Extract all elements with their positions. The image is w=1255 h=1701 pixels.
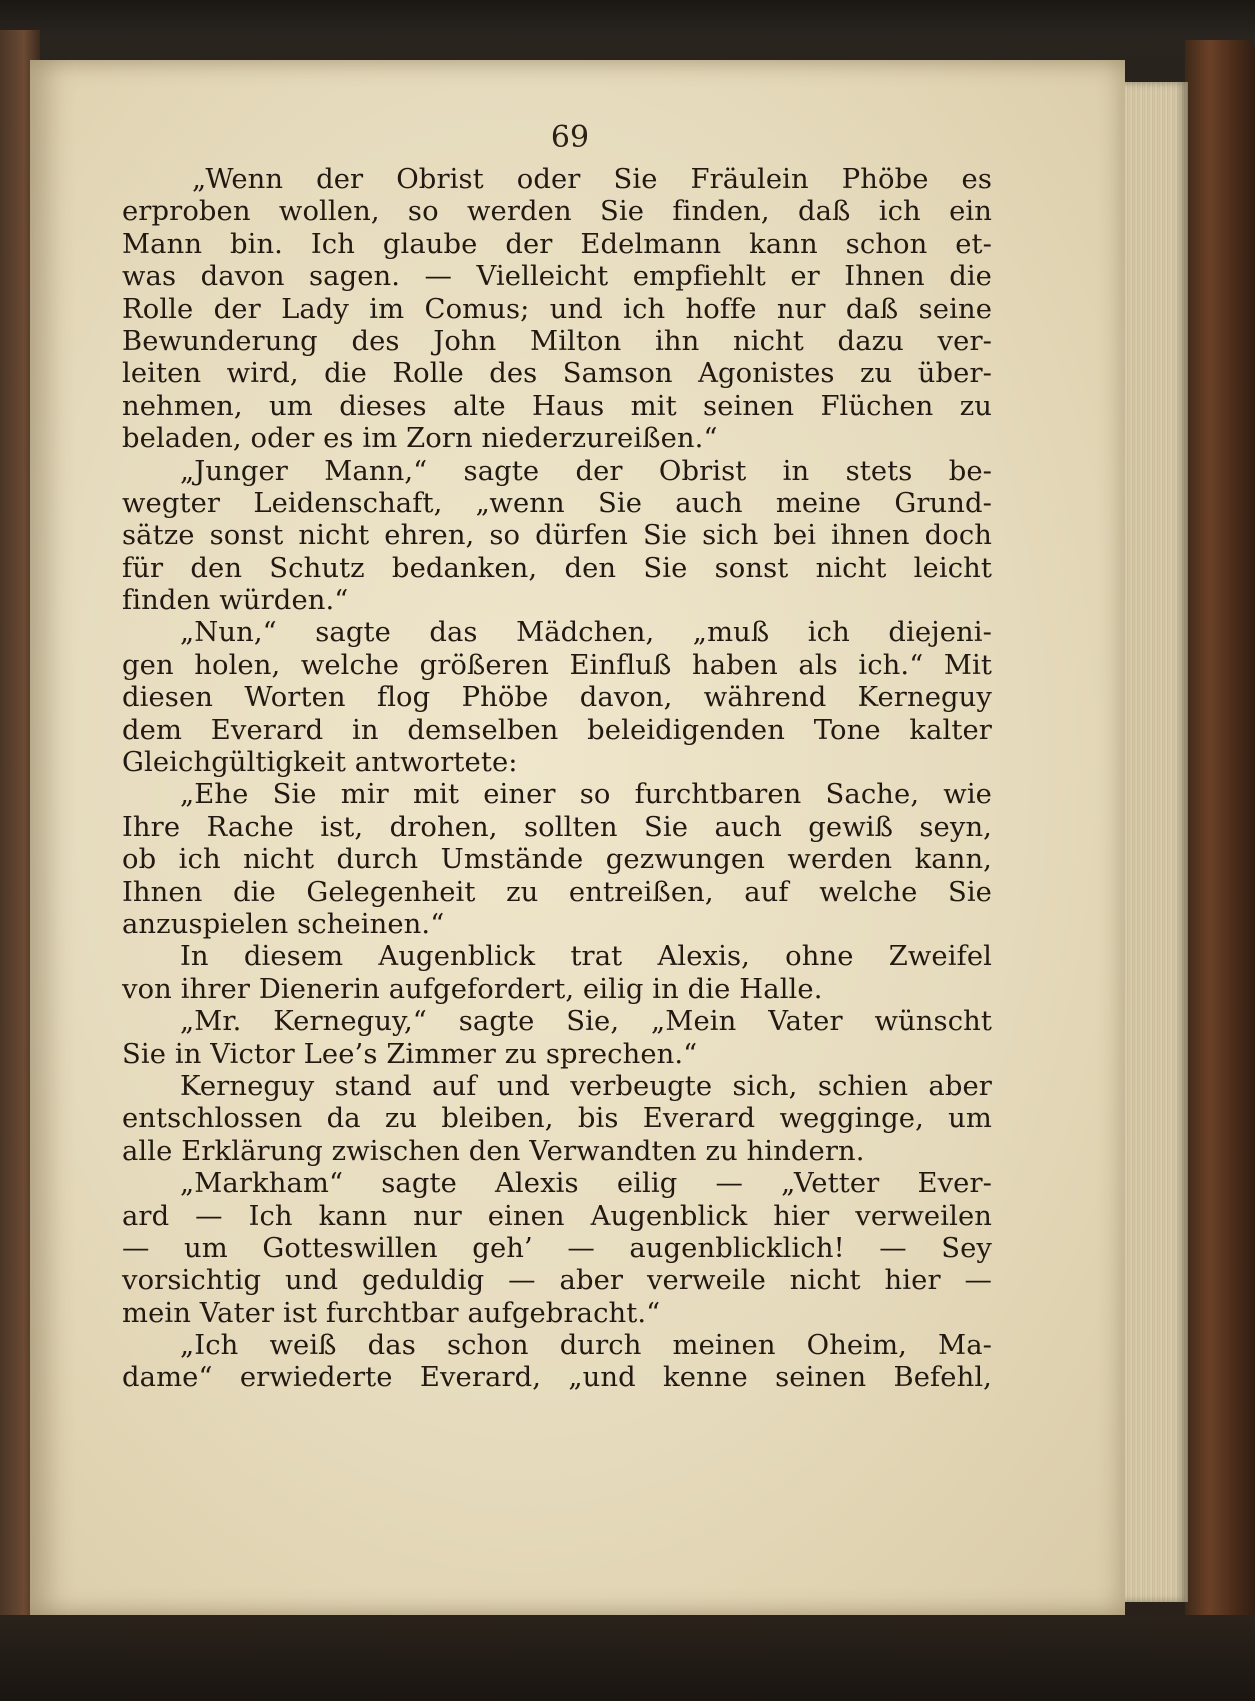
text-line: Ihre Rache ist, drohen, sollten Sie auch gewiß seyn, xyxy=(122,811,992,843)
text-line: Gleichgültigkeit antwortete: xyxy=(122,747,518,779)
text-line: beladen, oder es im Zorn niederzureißen.“ xyxy=(122,423,718,455)
text-line: gen holen, welche größeren Einfluß haben als ich.“ Mit xyxy=(122,649,992,681)
text-line: sätze sonst nicht ehren, so dürfen Sie sich bei ihnen doch xyxy=(122,520,992,552)
page-number: 69 xyxy=(550,120,590,155)
book-cover-right xyxy=(1185,40,1255,1620)
text-line: erproben wollen, so werden Sie finden, daß ich ein xyxy=(122,196,992,228)
text-line: Sie in Victor Lee’s Zimmer zu sprechen.“ xyxy=(122,1038,698,1070)
text-line: Kerneguy stand auf und verbeugte sich, schien aber xyxy=(180,1070,992,1102)
text-line: vorsichtig und geduldig — aber verweile nicht hier — xyxy=(122,1265,992,1297)
text-line: „Mr. Kerneguy,“ sagte Sie, „Mein Vater wünscht xyxy=(180,1006,992,1038)
text-line: „Markham“ sagte Alexis eilig — „Vetter Ever- xyxy=(180,1168,992,1200)
text-line: Ihnen die Gelegenheit zu entreißen, auf welche Sie xyxy=(122,876,992,908)
text-line: — um Gotteswillen geh’ — augenblicklich! — Sey xyxy=(122,1232,992,1264)
text-line: „Wenn der Obrist oder Sie Fräulein Phöbe es xyxy=(192,164,992,195)
text-line: Rolle der Lady im Comus; und ich hoffe nur daß seine xyxy=(122,293,992,325)
text-line: wegter Leidenschaft, „wenn Sie auch meine Grund- xyxy=(122,487,992,519)
text-line: finden würden.“ xyxy=(122,585,349,617)
text-line: für den Schutz bedanken, den Sie sonst nicht leicht xyxy=(122,552,992,584)
text-line: „Nun,“ sagte das Mädchen, „muß ich diejeni- xyxy=(180,617,992,649)
background-top xyxy=(0,0,1255,40)
background-bottom xyxy=(0,1615,1255,1701)
text-line: diesen Worten flog Phöbe davon, während Kerneguy xyxy=(122,682,992,714)
text-line: anzuspielen scheinen.“ xyxy=(122,908,445,940)
text-line: dame“ erwiederte Everard, „und kenne seinen Befehl, xyxy=(122,1362,992,1394)
text-line: dem Everard in demselben beleidigenden Tone kalter xyxy=(122,714,992,746)
text-line: leiten wird, die Rolle des Samson Agonistes zu über- xyxy=(122,358,992,390)
text-line: mein Vater ist furchtbar aufgebracht.“ xyxy=(122,1297,661,1329)
text-line: nehmen, um dieses alte Haus mit seinen Flüchen zu xyxy=(122,390,992,422)
text-line: entschlossen da zu bleiben, bis Everard wegginge, um xyxy=(122,1103,992,1135)
text-line: von ihrer Dienerin aufgefordert, eilig in die Halle. xyxy=(122,973,823,1005)
text-line: „Junger Mann,“ sagte der Obrist in stets be- xyxy=(180,455,992,487)
text-line: „Ich weiß das schon durch meinen Oheim, Ma- xyxy=(180,1330,992,1362)
text-line: Mann bin. Ich glaube der Edelmann kann schon et- xyxy=(122,228,992,260)
text-line: was davon sagen. — Vielleicht empfiehlt er Ihnen die xyxy=(122,261,992,293)
page-body-text xyxy=(122,164,992,1395)
text-line: alle Erklärung zwischen den Verwandten zu hindern. xyxy=(122,1135,865,1167)
book-page xyxy=(30,60,1125,1615)
text-line: In diesem Augenblick trat Alexis, ohne Zweifel xyxy=(180,941,992,973)
text-line: ard — Ich kann nur einen Augenblick hier verweilen xyxy=(122,1200,992,1232)
text-line: ob ich nicht durch Umstände gezwungen werden kann, xyxy=(122,844,992,876)
text-line: Bewunderung des John Milton ihn nicht dazu ver- xyxy=(122,325,992,357)
text-line: „Ehe Sie mir mit einer so furchtbaren Sache, wie xyxy=(180,779,992,811)
page-edges xyxy=(1118,82,1188,1602)
